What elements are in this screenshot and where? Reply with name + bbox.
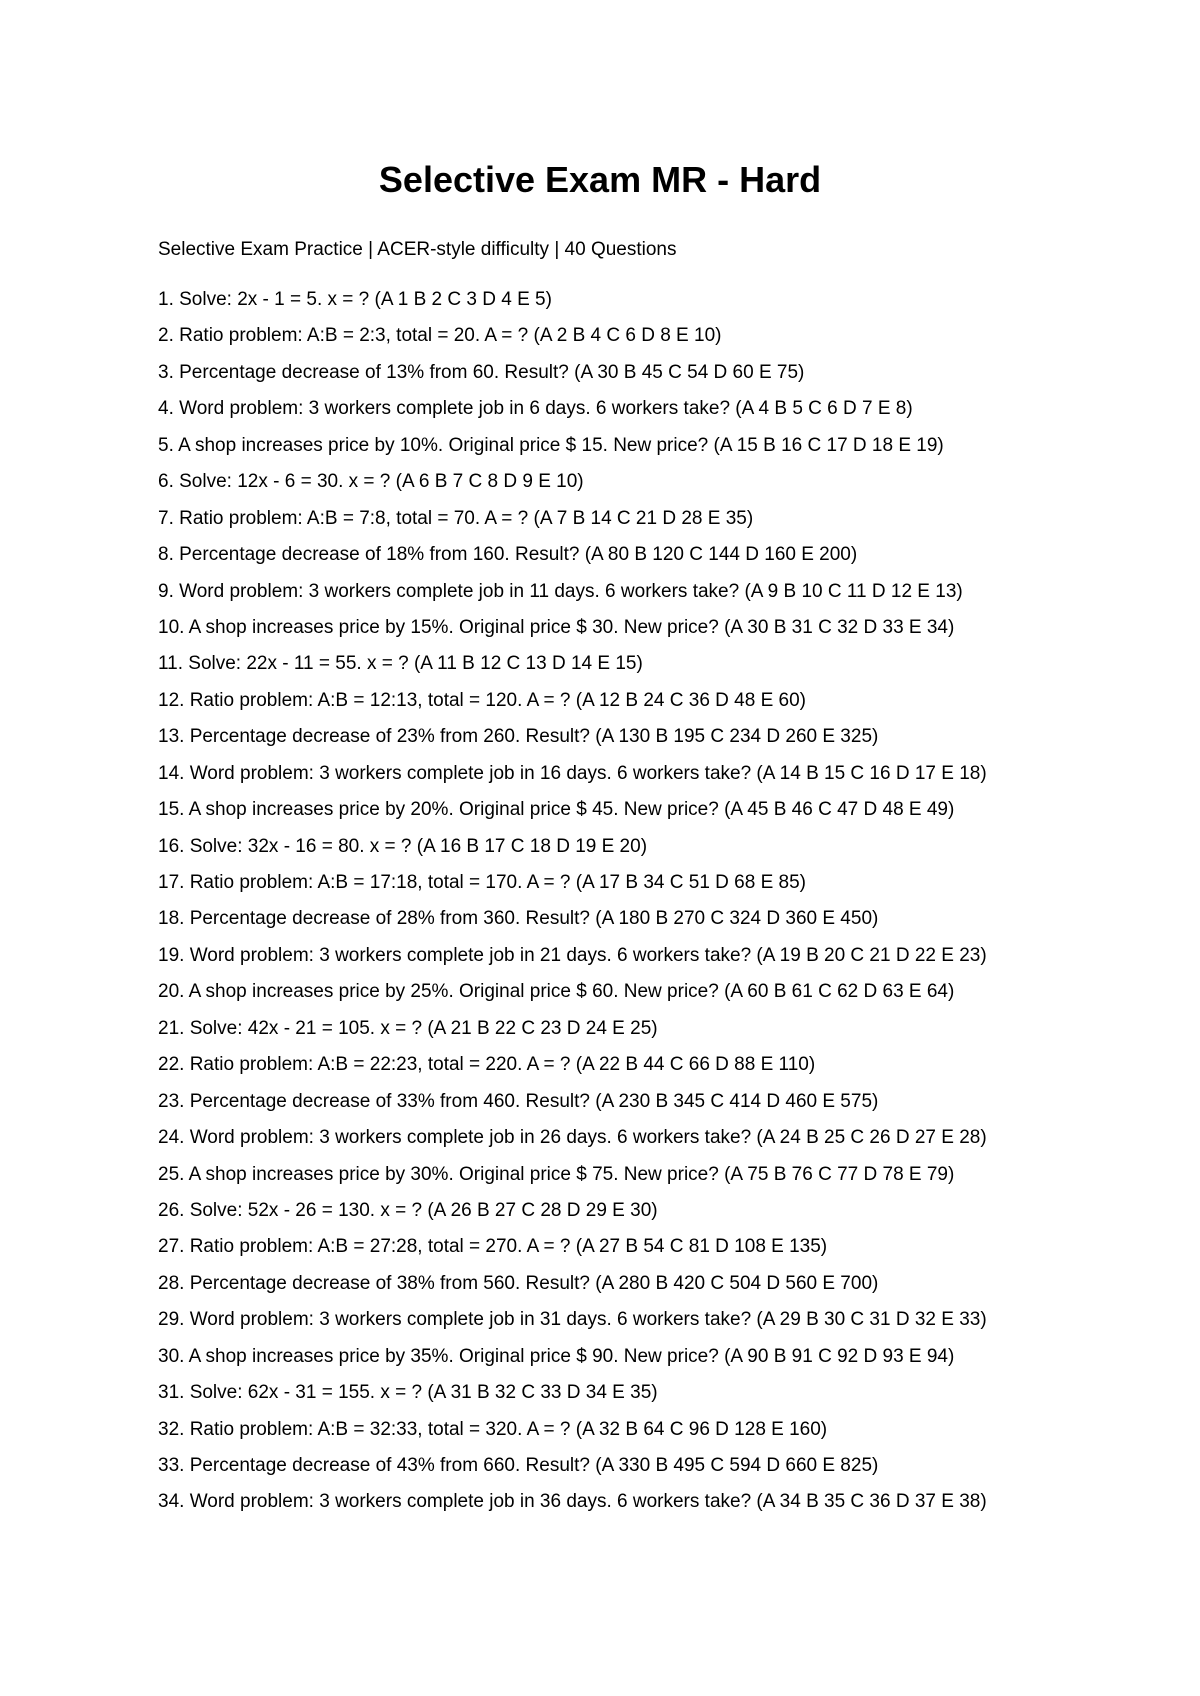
question-item: 8. Percentage decrease of 18% from 160. Result? (A 80 B 120 C 144 D 160 E 200) [158, 544, 858, 566]
question-item: 12. Ratio problem: A:B = 12:13, total = 120. A = ? (A 12 B 24 C 36 D 48 E 60) [158, 689, 807, 711]
question-item: 13. Percentage decrease of 23% from 260. Result? (A 130 B 195 C 234 D 260 E 325) [158, 726, 879, 748]
question-item: 25. A shop increases price by 30%. Original price $ 75. New price? (A 75 B 76 C 77 D 78 E 79) [158, 1163, 955, 1185]
question-item: 22. Ratio problem: A:B = 22:23, total = 220. A = ? (A 22 B 44 C 66 D 88 E 110) [158, 1054, 816, 1076]
question-list [158, 288, 987, 1527]
question-item: 15. A shop increases price by 20%. Original price $ 45. New price? (A 45 B 46 C 47 D 48 E 49) [158, 799, 955, 821]
question-item: 9. Word problem: 3 workers complete job in 11 days. 6 workers take? (A 9 B 10 C 11 D 12 E 13) [158, 580, 963, 602]
question-item: 34. Word problem: 3 workers complete job in 36 days. 6 workers take? (A 34 B 35 C 36 D 37 E 38) [158, 1491, 987, 1513]
question-item: 29. Word problem: 3 workers complete job in 31 days. 6 workers take? (A 29 B 30 C 31 D 32 E 33) [158, 1309, 987, 1331]
question-item: 16. Solve: 32x - 16 = 80. x = ? (A 16 B 17 C 18 D 19 E 20) [158, 835, 648, 857]
question-item: 28. Percentage decrease of 38% from 560. Result? (A 280 B 420 C 504 D 560 E 700) [158, 1272, 879, 1294]
question-item: 21. Solve: 42x - 21 = 105. x = ? (A 21 B 22 C 23 D 24 E 25) [158, 1017, 658, 1039]
question-item: 33. Percentage decrease of 43% from 660. Result? (A 330 B 495 C 594 D 660 E 825) [158, 1455, 879, 1476]
question-item: 17. Ratio problem: A:B = 17:18, total = 170. A = ? (A 17 B 34 C 51 D 68 E 85) [158, 872, 807, 893]
question-item: 31. Solve: 62x - 31 = 155. x = ? (A 31 B 32 C 33 D 34 E 35) [158, 1382, 658, 1404]
question-item: 20. A shop increases price by 25%. Original price $ 60. New price? (A 60 B 61 C 62 D 63 E 64) [158, 981, 955, 1003]
question-item: 4. Word problem: 3 workers complete job in 6 days. 6 workers take? (A 4 B 5 C 6 D 7 E 8) [158, 398, 913, 420]
question-item: 1. Solve: 2x - 1 = 5. x = ? (A 1 B 2 C 3 D 4 E 5) [158, 289, 552, 310]
question-item: 10. A shop increases price by 15%. Original price $ 30. New price? (A 30 B 31 C 32 D 33 E 34) [158, 616, 955, 638]
question-item: 24. Word problem: 3 workers complete job in 26 days. 6 workers take? (A 24 B 25 C 26 D 27 E 28) [158, 1127, 987, 1149]
document-subtitle: Selective Exam Practice | ACER-style difficulty | 40 Questions [158, 239, 677, 260]
document-title: Selective Exam MR - Hard [378, 159, 822, 200]
question-item: 6. Solve: 12x - 6 = 30. x = ? (A 6 B 7 C 8 D 9 E 10) [158, 471, 584, 493]
question-item: 7. Ratio problem: A:B = 7:8, total = 70. A = ? (A 7 B 14 C 21 D 28 E 35) [158, 507, 754, 529]
question-item: 30. A shop increases price by 35%. Original price $ 90. New price? (A 90 B 91 C 92 D 93 E 94) [158, 1345, 955, 1367]
question-item: 23. Percentage decrease of 33% from 460. Result? (A 230 B 345 C 414 D 460 E 575) [158, 1090, 879, 1112]
question-item: 19. Word problem: 3 workers complete job in 21 days. 6 workers take? (A 19 B 20 C 21 D 22 E 23) [158, 944, 987, 966]
question-item: 14. Word problem: 3 workers complete job in 16 days. 6 workers take? (A 14 B 15 C 16 D 17 E 18) [158, 762, 987, 784]
question-item: 26. Solve: 52x - 26 = 130. x = ? (A 26 B 27 C 28 D 29 E 30) [158, 1199, 658, 1221]
question-item: 11. Solve: 22x - 11 = 55. x = ? (A 11 B 12 C 13 D 14 E 15) [158, 653, 643, 675]
question-item: 18. Percentage decrease of 28% from 360. Result? (A 180 B 270 C 324 D 360 E 450) [158, 908, 879, 930]
question-item: 3. Percentage decrease of 13% from 60. Result? (A 30 B 45 C 54 D 60 E 75) [158, 361, 805, 383]
question-item: 2. Ratio problem: A:B = 2:3, total = 20. A = ? (A 2 B 4 C 6 D 8 E 10) [158, 325, 722, 347]
question-item: 32. Ratio problem: A:B = 32:33, total = 320. A = ? (A 32 B 64 C 96 D 128 E 160) [158, 1418, 828, 1440]
question-item: 27. Ratio problem: A:B = 27:28, total = 270. A = ? (A 27 B 54 C 81 D 108 E 135) [158, 1236, 828, 1258]
question-item: 5. A shop increases price by 10%. Original price $ 15. New price? (A 15 B 16 C 17 D 18 E 19) [158, 434, 944, 456]
